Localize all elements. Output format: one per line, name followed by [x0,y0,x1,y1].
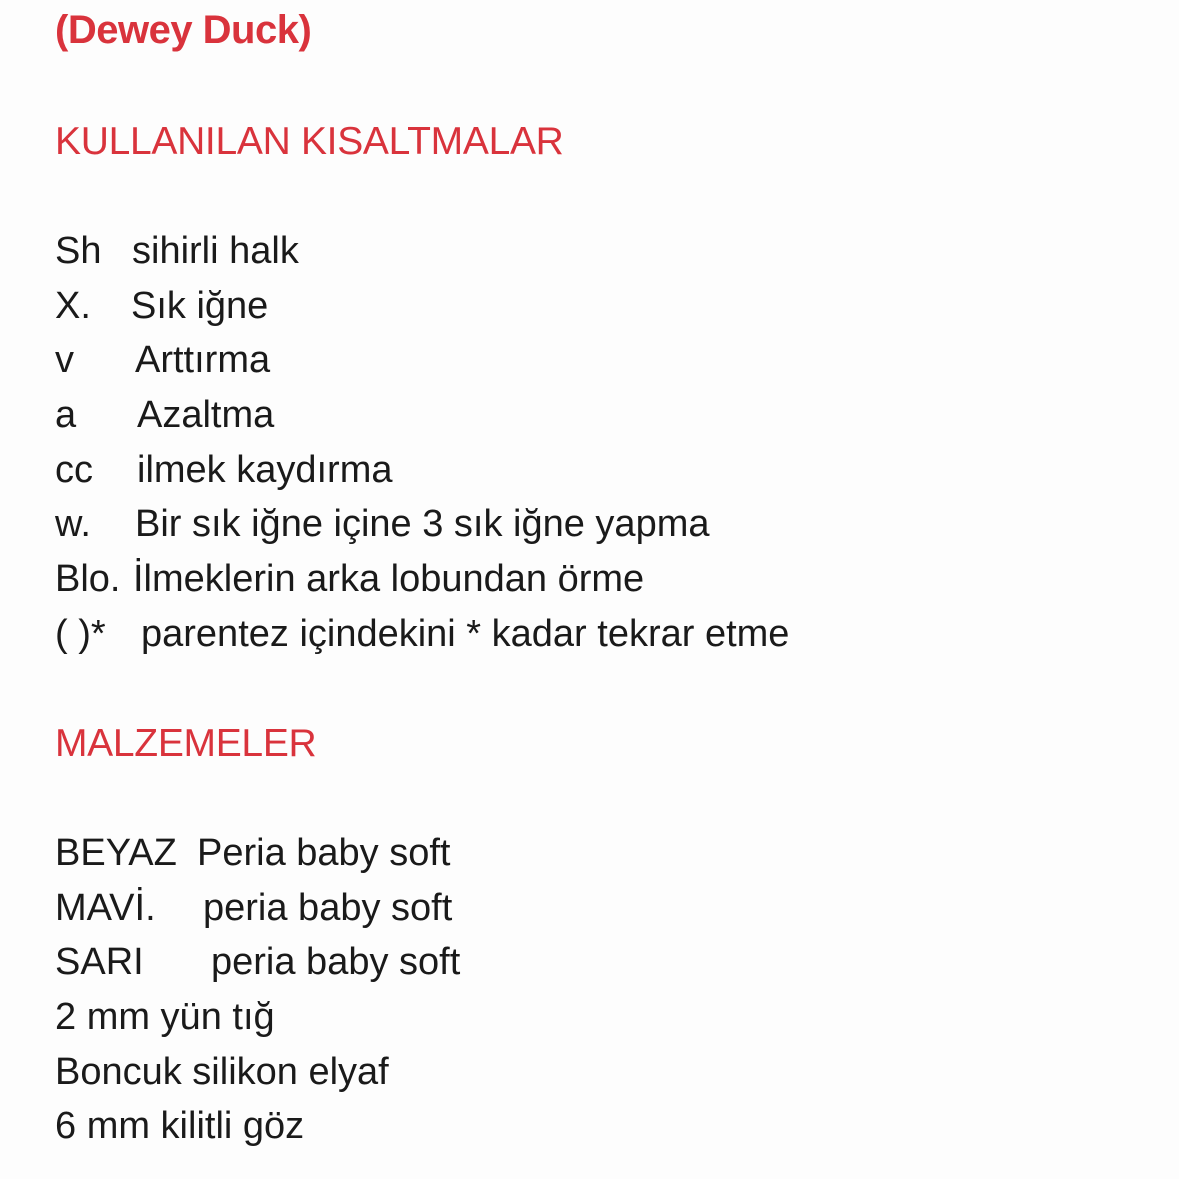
abbreviation-code: X. [55,284,91,327]
abbreviation-description: ilmek kaydırma [137,448,393,491]
abbreviation-description: Bir sık iğne içine 3 sık iğne yapma [135,503,710,546]
abbreviation-description: sihirli halk [132,230,299,272]
material-yarn: peria baby soft [211,941,461,984]
abbreviation-code: cc [55,448,93,491]
material-name: Boncuk silikon elyaf [55,1050,389,1093]
abbreviation-description: İlmeklerin arka lobundan örme [133,558,645,601]
abbreviation-description: Arttırma [135,339,271,382]
abbreviation-description: Sık iğne [131,284,269,327]
material-yarn: peria baby soft [203,886,453,929]
pattern-title: (Dewey Duck) [55,8,312,52]
abbreviation-code: Sh [55,230,102,272]
abbreviation-code: w. [55,503,91,546]
material-name: SARI [55,941,144,984]
abbreviation-description: Azaltma [137,394,275,437]
abbreviations-heading: KULLANILAN KISALTMALAR [55,120,564,163]
material-name: MAVİ. [55,886,156,929]
material-name: 2 mm yün tığ [55,996,275,1039]
abbreviation-code: a [55,394,77,437]
material-name: 6 mm kilitli göz [55,1105,305,1148]
materials-heading: MALZEMELER [55,722,317,765]
abbreviation-code: v [55,339,74,382]
abbreviation-description: parentez içindekini * kadar tekrar etme [141,612,790,655]
abbreviation-code: Blo. [55,558,121,601]
abbreviation-code: ( )* [55,612,106,655]
material-yarn: Peria baby soft [197,832,451,874]
material-name: BEYAZ [55,832,177,874]
